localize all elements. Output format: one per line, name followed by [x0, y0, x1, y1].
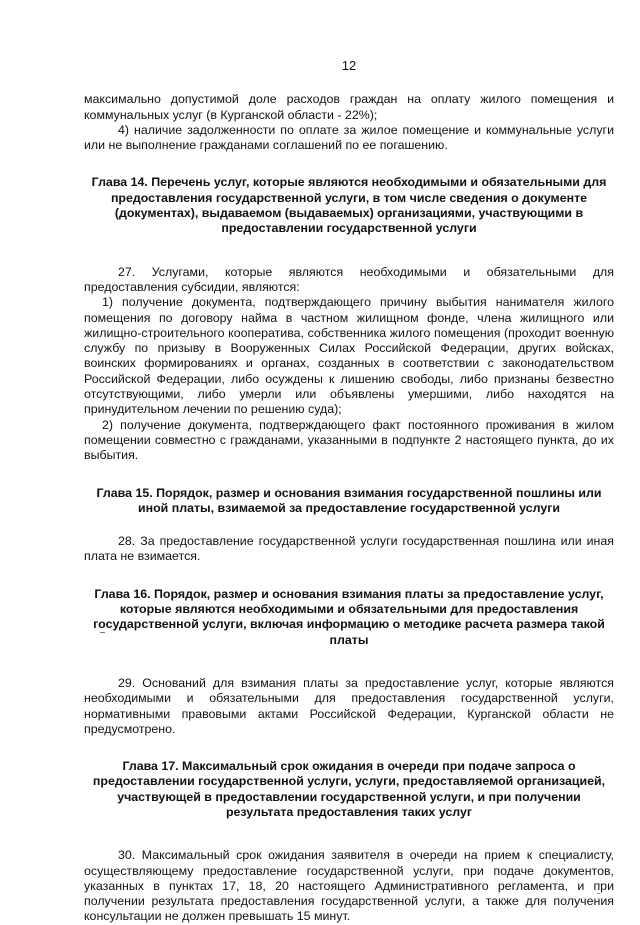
paragraph: максимально допустимой доле расходов граждан на оплату жилого помещения и коммунальных услуг (в Курганской области - 22%);: [84, 92, 614, 122]
chapter-16-title: Глава 16. Порядок, размер и основания взимания платы за предоставление услуг, которые являются необходимыми и обязательными для предоставления государственной услуги, включая информацию о методике расчета размера такой платы: [93, 586, 605, 647]
document-page: [84, 58, 614, 925]
paragraph: 4) наличие задолженности по оплате за жилое помещение и коммунальные услуги или не выполнение гражданами соглашений по ее погашению.: [84, 122, 614, 153]
paragraph-28: 28. За предоставление государственной услуги государственная пошлина или иная плата не взимается.: [84, 534, 614, 564]
paragraph-30: 30. Максимальный срок ожидания заявителя в очереди на прием к специалисту, осуществляющему предоставление государственной услуги, при подаче документов, указанных в пунктах 17, 18, 20 настоящего Административного регламента, и при получении результата предоставления государственной услуги, а также для получения консультации не должен превышать 15 минут.: [84, 848, 614, 924]
chapter-14-title: Глава 14. Перечень услуг, которые являются необходимыми и обязательными для предоставления государственной услуги, в том числе сведения о документе (документах), выдаваемом (выдаваемых) организациями, участвующими в предоставлении государственной услуги: [91, 175, 607, 236]
chapter-17-title: Глава 17. Максимальный срок ожидания в очереди при подаче запроса о предоставлении государственной услуги, услуги, предоставляемой организацией, участвующей в предоставлении государственной услуги, и при получении результата предоставления таких услуг: [92, 759, 606, 819]
paragraph-29: 29. Оснований для взимания платы за предоставление услуг, которые являются необходимыми и обязательными для предоставления государственной услуги, нормативными правовыми актами Российской Федерации, Курганской области не предусмотрено.: [84, 675, 614, 736]
paragraph-27: 27. Услугами, которые являются необходимыми и обязательными для предоставления субсидии, являются:: [84, 264, 614, 294]
scan-mark: [597, 893, 600, 894]
page-number: 12: [341, 58, 357, 73]
chapter-15-title: Глава 15. Порядок, размер и основания взимания государственной пошлины или иной платы, взимаемой за предоставление государственной услуги: [96, 485, 602, 515]
scan-mark: [100, 632, 105, 633]
list-item-1: 1) получение документа, подтверждающего причину выбытия нанимателя жилого помещения по договору найма в частном жилищном фонде, члена жилищного или жилищно-строительного кооператива, собственника жилого помещения (проходит военную службу по призыву в Вооруженных Силах Российской Федерации, других войсках, воинских формированиях и органах, созданных в соответствии с законодательством Российской Федерации, либо осуждены к лишению свободы, либо признаны безвестно отсутствующими, либо умерли или объявлены умершими, либо находятся на принудительном лечении по решению суда);: [84, 295, 614, 417]
list-item-2: 2) получение документа, подтверждающего факт постоянного проживания в жилом помещении совместно с гражданами, указанными в подпункте 2 настоящего пункта, до их выбытия.: [84, 417, 614, 463]
